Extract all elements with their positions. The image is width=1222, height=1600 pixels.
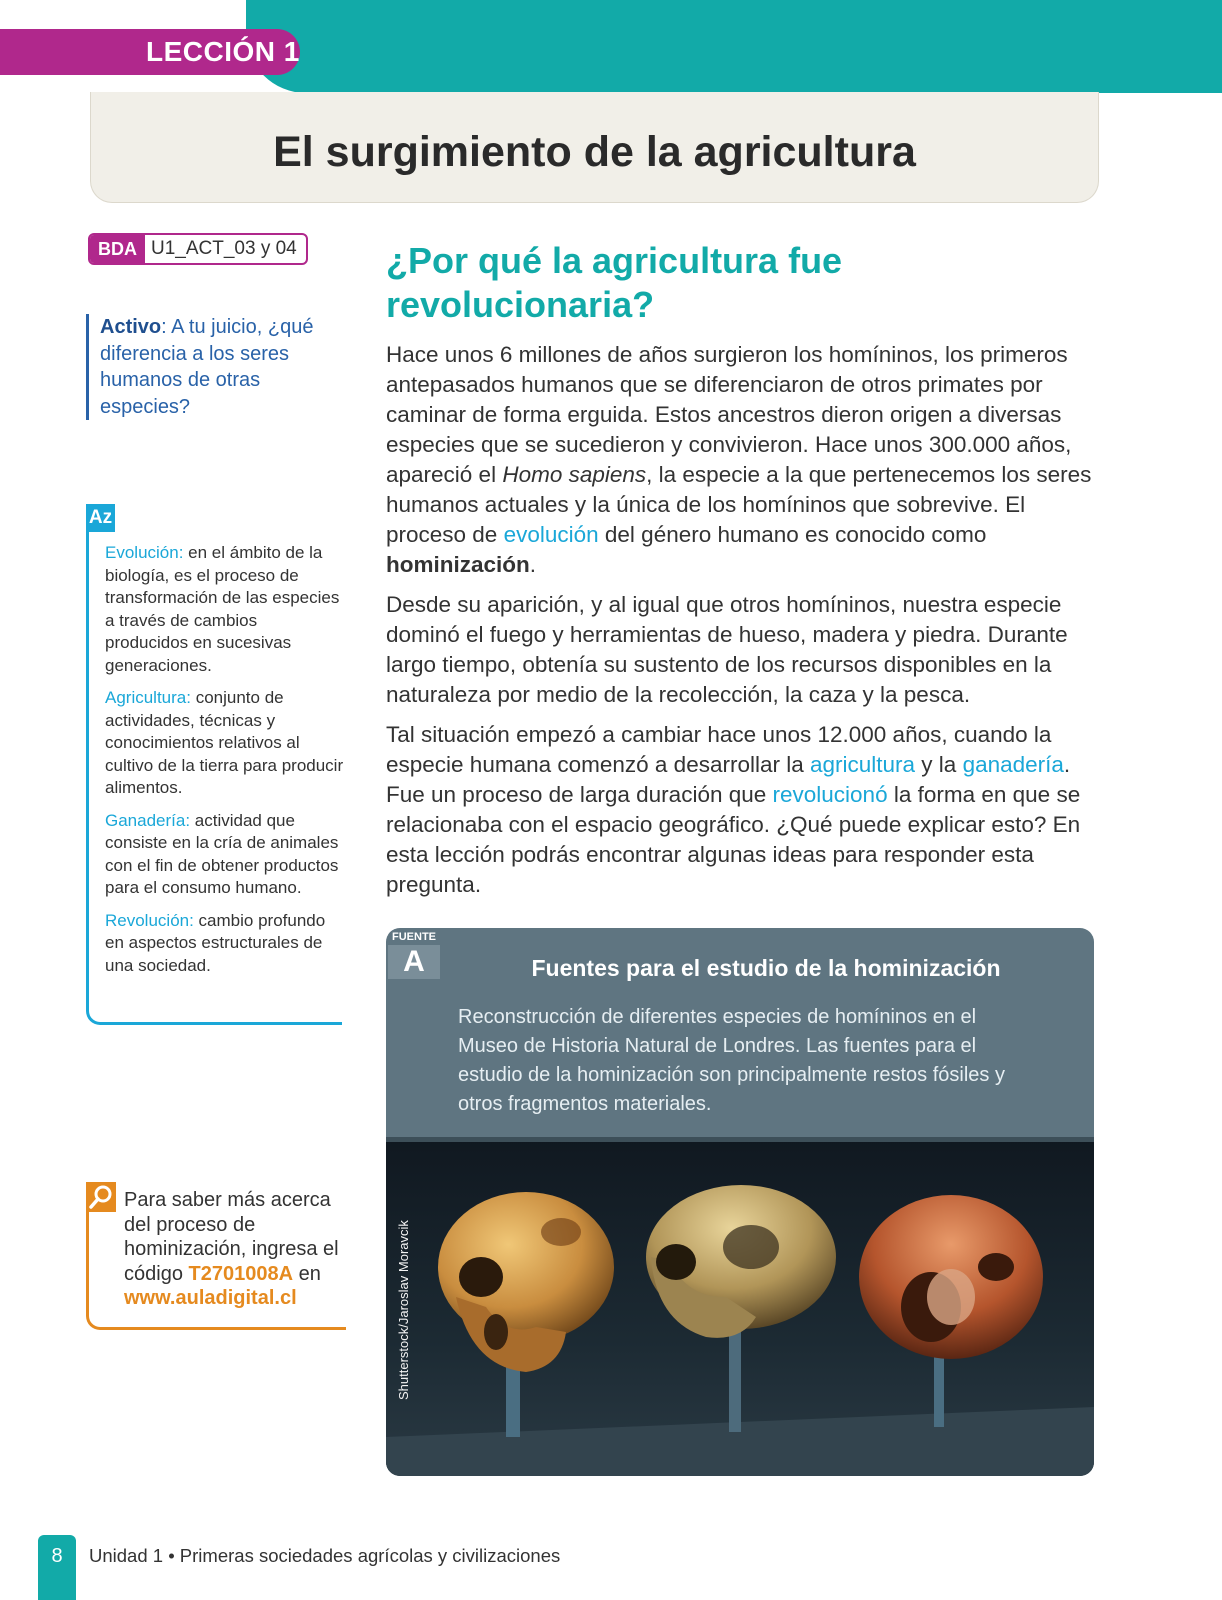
activo-box	[86, 314, 326, 420]
title-box	[90, 92, 1099, 203]
footer-text: Unidad 1 • Primeras sociedades agrícolas y civilizaciones	[89, 1545, 561, 1566]
glossary-term: Evolución:	[105, 543, 184, 562]
lesson-label: LECCIÓN 1	[146, 36, 300, 67]
fuente-label: FUENTE	[388, 929, 440, 945]
text-run: y la	[915, 752, 963, 777]
page-number-tab	[38, 1535, 76, 1600]
text-run: Tal situación empezó a cambiar hace unos 12.000 años, cuando la especie humana comenzó a desarrollar la	[386, 722, 1052, 777]
resource-code[interactable]: T2701008A	[188, 1262, 294, 1285]
paragraph-3	[386, 720, 1096, 900]
glossary-term: Revolución:	[105, 910, 194, 930]
text-run: Hace unos 6 millones de años surgieron los homíninos, los primeros antepasados humanos que se diferenciaron de otros primates por caminar de forma erguida. Estos ancestros dieron origen a diversas especies que se sucedieron y convivieron. Hace unos 300.000 años, apareció el	[386, 342, 1072, 487]
paragraph-2: Desde su aparición, y al igual que otros homíninos, nuestra especie dominó el fuego y herramientas de hueso, madera y piedra. Durante largo tiempo, obtenía su sustento de los recursos disponibles en la naturaleza por medio de la recolección, la caza y la pesca.	[386, 592, 1068, 707]
text-run: , la especie a la que pertenecemos los seres humanos actuales y la única de los homíninos que sobrevive. El proceso de	[386, 462, 1092, 547]
skull-3	[859, 1195, 1043, 1359]
glossary-entry-agricultura	[105, 687, 345, 800]
glossary-link-agricultura[interactable]: agricultura	[809, 752, 916, 777]
header-teal-band	[246, 0, 1222, 93]
glossary-entry-ganaderia	[105, 810, 345, 900]
page-number: 8	[51, 1545, 63, 1567]
glossary-badge: Az	[86, 504, 115, 532]
glossary-box	[86, 504, 342, 1025]
paragraph-1	[386, 340, 1096, 580]
glossary-definition: actividad que consiste en la cría de animales con el fin de obtener productos para el consumo humano.	[105, 810, 339, 897]
auladigital-link[interactable]: www.auladigital.cl	[124, 1287, 297, 1309]
saber-mas-box	[86, 1182, 346, 1330]
species-name: Homo sapiens	[502, 462, 647, 487]
glossary-link-ganaderia[interactable]: ganadería	[962, 752, 1064, 777]
body-text	[386, 340, 1096, 910]
text-run: .	[529, 552, 537, 577]
saber-mas-lead: Para saber más acerca del proceso de hominización, ingresa el código	[124, 1189, 339, 1285]
glossary-definition: conjunto de actividades, técnicas y conocimientos relativos al cultivo de la tierra para producir alimentos.	[105, 688, 344, 797]
text-run: del género humano es conocido como	[598, 522, 987, 547]
activo-label: Activo	[100, 316, 162, 338]
bda-label: BDA	[90, 235, 145, 263]
glossary-link-evolucion[interactable]: evolución	[503, 522, 599, 547]
page-title: El surgimiento de la agricultura	[273, 128, 916, 176]
activo-text: : A tu juicio, ¿qué diferencia a los seres humanos de otras especies?	[100, 316, 314, 418]
saber-mas-text	[124, 1188, 349, 1311]
glossary-term: Ganadería:	[105, 810, 191, 830]
glossary-definition: cambio profundo en aspectos estructurales de una sociedad.	[105, 910, 326, 975]
glossary-definition: en el ámbito de la biología, es el proceso de transformación de las especies a través de cambios producidos en sucesivas generaciones.	[105, 543, 340, 675]
skulls-photo	[386, 1137, 1094, 1476]
glossary-entry-revolucion	[105, 910, 345, 978]
lesson-tab	[0, 29, 300, 75]
glossary-entry-evolucion	[105, 542, 345, 677]
text-run: . Fue un proceso de larga duración que	[386, 752, 1071, 807]
fuente-badge	[388, 929, 440, 979]
source-title: Fuentes para el estudio de la hominización	[531, 955, 1001, 981]
photo-credit	[396, 1382, 411, 1400]
glossary-term: Agricultura:	[105, 688, 191, 707]
section-heading: ¿Por qué la agricultura fue revolucionaria?	[386, 240, 843, 325]
saber-mas-connector: en	[293, 1262, 321, 1285]
key-concept: hominización	[386, 552, 530, 577]
glossary-link-revolucion[interactable]: revolucionó	[772, 782, 888, 807]
source-description: Reconstrucción de diferentes especies de homíninos en el Museo de Historia Natural de Londres. Las fuentes para el estudio de la hominización son principalmente restos fósiles y otros fragmentos materiales.	[458, 1006, 1005, 1115]
source-card	[386, 928, 1094, 1476]
glossary-entries	[105, 542, 345, 987]
fuente-letter: A	[388, 945, 440, 979]
magnifier-icon	[86, 1182, 116, 1212]
bda-tag	[88, 233, 308, 265]
bda-code: U1_ACT_03 y 04	[151, 238, 297, 259]
text-run: la forma en que se relacionaba con el espacio geográfico. ¿Qué puede explicar esto? En esta lección podrás encontrar algunas ideas para responder esta pregunta.	[386, 782, 1081, 897]
